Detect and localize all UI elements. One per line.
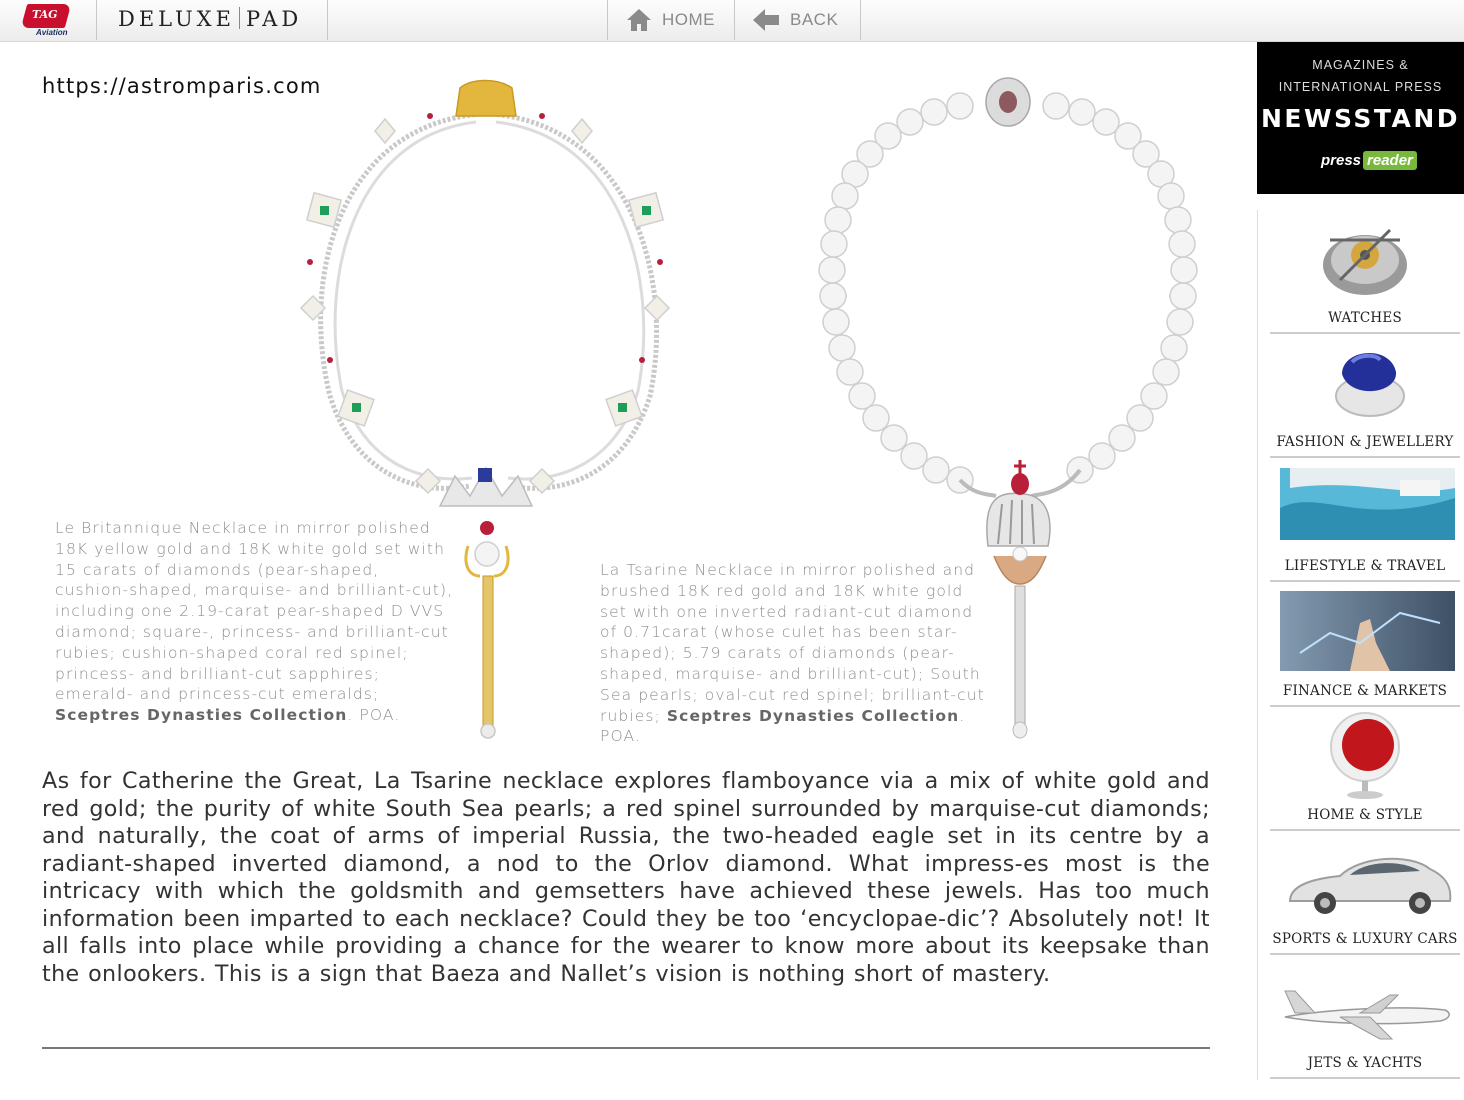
newsstand-kicker-line1: MAGAZINES & (1312, 58, 1409, 72)
back-label: BACK (790, 10, 839, 29)
caption-tsarine-price: . POA. (600, 706, 966, 746)
home-label: HOME (662, 10, 715, 29)
finance-touchscreen-icon (1280, 583, 1455, 678)
divider (327, 0, 328, 40)
article-body: As for Catherine the Great, La Tsarine necklace explores flamboyance via a mix of white gold and red gold; the purity of white South Sea pearls; a red spinel surrounded by marquise-cut diamonds; and naturally, the coat of arms of imperial Russia, the two-headed eagle set in its centre by a radiant-shaped inverted diamond, a nod to the Orlov diamond. What impress-es most is the intricacy with which the goldsmith and gemsetters have achieved these jewels. Has too much information been imparted to each necklace? Could they be too ‘encyclopae-dic’? Absolutely not! It all falls into place while providing a chance for the wearer to know more about its keepsake than the onlookers. This is a sign that Baeza and Nallet’s vision is nothing short of mastery. (42, 768, 1210, 987)
newsstand-title: NEWSSTAND (1260, 104, 1461, 133)
category-label: FASHION & JEWELLERY (1276, 434, 1454, 450)
divider (96, 0, 97, 40)
pressreader-logo (1321, 152, 1417, 169)
category-home-style[interactable] (1270, 707, 1460, 831)
category-lifestyle-travel[interactable] (1270, 458, 1460, 582)
caption-britannique-price: . POA. (347, 706, 401, 725)
watch-movement-icon (1280, 210, 1450, 305)
caption-tsarine-collection: Sceptres Dynasties Collection (666, 706, 960, 725)
sidebar-divider (1257, 210, 1258, 1080)
caption-tsarine (600, 560, 988, 747)
category-jets-yachts[interactable] (1270, 955, 1460, 1079)
car-icon (1280, 831, 1455, 926)
category-label: JETS & YACHTS (1307, 1055, 1423, 1071)
logo-subtitle: Aviation (36, 28, 68, 37)
newsstand-banner[interactable] (1257, 42, 1464, 194)
newsstand-kicker-line2: INTERNATIONAL PRESS (1278, 80, 1443, 94)
egg-chair-icon (1280, 707, 1450, 802)
caption-britannique-text: Le Britannique Necklace in mirror polished 18K yellow gold and 18K white gold set with 15 carats of diamonds (pear-shaped, cushion-shaped, marquise- and brilliant-cut), including one 2.19-carat pear-shaped D VVS diamond; square-, princess- and brilliant-cut rubies; cushion-shaped coral red spinel; princess- and brilliant-cut sapphires; emerald- and princess-cut emeralds; (55, 519, 454, 704)
top-bar (0, 0, 1464, 42)
jet-icon (1280, 955, 1455, 1050)
category-label: WATCHES (1328, 310, 1402, 326)
divider (607, 0, 608, 40)
sapphire-ring-icon (1280, 334, 1450, 429)
category-watches[interactable] (1270, 210, 1460, 334)
article-divider (42, 1047, 1210, 1049)
category-label: FINANCE & MARKETS (1282, 683, 1448, 699)
brand-left: DELUXE (118, 7, 235, 31)
newsstand-kicker (1257, 54, 1464, 98)
home-icon (626, 8, 652, 32)
coastline-icon (1280, 458, 1455, 553)
category-label: LIFESTYLE & TRAVEL (1284, 558, 1446, 574)
category-label: SPORTS & LUXURY CARS (1272, 931, 1458, 947)
site-url[interactable]: https://astromparis.com (42, 74, 322, 98)
reader-text: reader (1363, 151, 1417, 170)
brand-separator (239, 7, 240, 29)
category-fashion-jewellery[interactable] (1270, 334, 1460, 458)
back-button[interactable] (752, 6, 838, 34)
category-finance-markets[interactable] (1270, 583, 1460, 707)
category-label: HOME & STYLE (1307, 807, 1423, 823)
logo-badge-text: TAG (32, 8, 58, 21)
press-text: press (1321, 152, 1362, 169)
tag-aviation-logo[interactable] (18, 4, 78, 38)
home-button[interactable] (626, 6, 715, 34)
divider (734, 0, 735, 40)
divider (860, 0, 861, 40)
back-arrow-icon (752, 8, 780, 32)
brand-title (118, 7, 302, 31)
caption-britannique (55, 518, 455, 726)
caption-tsarine-text: La Tsarine Necklace in mirror polished and brushed 18K red gold and 18K white gold set with one inverted radiant-cut diamond of 0.71carat (whose culet has been star-shaped); 5.79 carats of diamonds (pear-shaped, marquise- and brilliant-cut); South Sea pearls; oval-cut red spinel; brilliant-cut rubies; (600, 561, 985, 725)
category-sports-luxury-cars[interactable] (1270, 831, 1460, 955)
brand-right: PAD (245, 7, 303, 31)
caption-britannique-collection: Sceptres Dynasties Collection (55, 706, 348, 725)
